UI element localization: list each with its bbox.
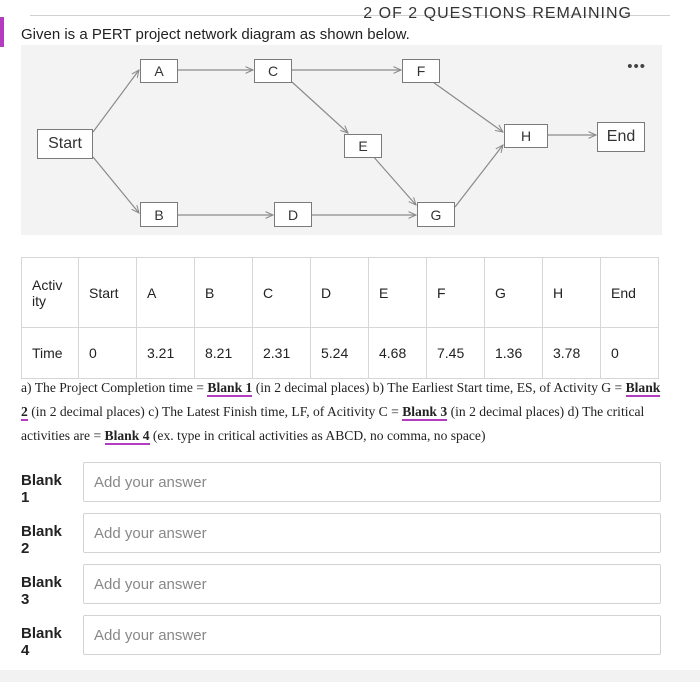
node-end: End (597, 122, 645, 152)
table-cell: 2.31 (253, 328, 311, 379)
part-text: (in 2 decimal places) d) The critical activities are = (21, 404, 645, 443)
table-header-cell: A (137, 258, 195, 328)
part-text: a) The Project Completion time = (21, 380, 208, 395)
table-header-cell: Activ ity (22, 258, 79, 328)
table-header-cell: F (427, 258, 485, 328)
blank-2-input[interactable] (83, 513, 661, 553)
table-header-cell: H (543, 258, 601, 328)
table-cell: 0 (601, 328, 659, 379)
node-a: A (140, 59, 178, 83)
node-e: E (344, 134, 382, 158)
blank-1-input[interactable] (83, 462, 661, 502)
blank-1-reference: Blank 1 (207, 380, 253, 395)
blank-3-reference: Blank 3 (402, 404, 448, 419)
table-header-cell: C (253, 258, 311, 328)
table-cell: 8.21 (195, 328, 253, 379)
table-header-cell: G (485, 258, 543, 328)
blank-2-label: Blank 2 (21, 523, 62, 557)
table-cell: 3.78 (543, 328, 601, 379)
table-time-row (22, 328, 659, 379)
questions-remaining: 2 OF 2 QUESTIONS REMAINING (363, 5, 632, 22)
table-cell: 0 (79, 328, 137, 379)
table-header-cell: D (311, 258, 369, 328)
node-d: D (274, 202, 312, 227)
blank-4-input[interactable] (83, 615, 661, 655)
table-cell: 1.36 (485, 328, 543, 379)
header-divider (30, 5, 670, 22)
node-h: H (504, 124, 548, 148)
part-text: (ex. type in critical activities as ABCD, no comma, no space) (149, 428, 486, 443)
table-header-cell: E (369, 258, 427, 328)
arrow-start-b (93, 157, 139, 213)
question-parts-text (21, 376, 661, 448)
node-start: Start (37, 129, 93, 159)
table-cell: 7.45 (427, 328, 485, 379)
table-header-cell: End (601, 258, 659, 328)
table-cell: 5.24 (311, 328, 369, 379)
table-header-cell: Start (79, 258, 137, 328)
question-accent-bar (0, 17, 4, 47)
activity-time-table (21, 257, 659, 379)
node-g: G (417, 202, 455, 227)
node-f: F (402, 59, 440, 83)
question-title: Given is a PERT project network diagram as shown below. (21, 26, 410, 43)
table-header-row (22, 258, 659, 328)
table-cell: 3.21 (137, 328, 195, 379)
blank-3-input[interactable] (83, 564, 661, 604)
arrow-start-a (93, 70, 139, 132)
table-cell: 4.68 (369, 328, 427, 379)
blank-4-reference: Blank 4 (104, 428, 150, 443)
blank-4-label: Blank 4 (21, 625, 62, 659)
arrow-c-e (292, 82, 348, 133)
blank-3-label: Blank 3 (21, 574, 62, 608)
node-b: B (140, 202, 178, 227)
table-row-label: Time (22, 328, 79, 379)
part-text: (in 2 decimal places) b) The Earliest Start time, ES, of Activity G = (252, 380, 626, 395)
part-text: (in 2 decimal places) c) The Latest Finish time, LF, of Acitivity C = (27, 404, 403, 419)
node-c: C (254, 59, 292, 83)
blank-1-label: Blank 1 (21, 472, 62, 506)
arrow-g-h (455, 145, 503, 207)
arrow-f-h (423, 75, 503, 132)
network-arrows (21, 45, 662, 235)
pert-network-diagram (21, 45, 662, 235)
arrow-e-g (372, 155, 416, 205)
more-options-icon[interactable]: ••• (627, 58, 646, 75)
blank-2-reference: Blank 2 (21, 380, 661, 419)
table-header-cell: B (195, 258, 253, 328)
